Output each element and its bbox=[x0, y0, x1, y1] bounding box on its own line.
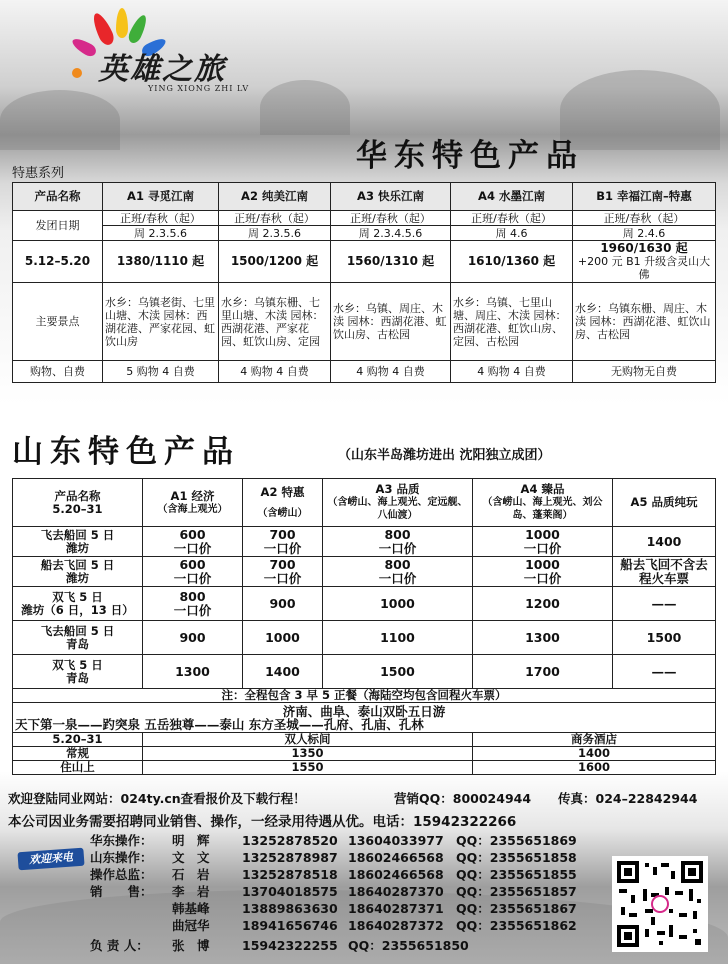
tour-banner bbox=[13, 703, 716, 733]
price-cell: 1600 bbox=[473, 761, 716, 775]
table-cell: 周 4.6 bbox=[451, 226, 573, 241]
row-label bbox=[13, 557, 143, 587]
price-cell: 1500 bbox=[613, 621, 716, 655]
palm-decoration bbox=[260, 80, 350, 135]
price-cell bbox=[243, 557, 323, 587]
staff-name: 文 文 bbox=[172, 850, 210, 865]
header-name: A2 特惠 bbox=[260, 484, 305, 499]
palm-decoration bbox=[560, 70, 720, 150]
price-note: 一口价 bbox=[378, 570, 417, 586]
table-cell: 4 购物 4 自费 bbox=[219, 361, 331, 383]
row-label bbox=[13, 527, 143, 557]
price-cell: 1000 bbox=[243, 621, 323, 655]
price-cell: 1100 bbox=[323, 621, 473, 655]
qr-code-graphic bbox=[615, 859, 705, 949]
price-cell: 1700 bbox=[473, 655, 613, 689]
price-note: 一口价 bbox=[173, 602, 212, 618]
table-header bbox=[323, 479, 473, 527]
table-cell: 正班/春秋（起） bbox=[573, 211, 716, 226]
table-header: A1 寻觅江南 bbox=[103, 183, 219, 211]
price: 1000 bbox=[525, 526, 560, 542]
table-cell: 正班/春秋（起） bbox=[103, 211, 219, 226]
staff-phone: 13889863630 bbox=[242, 901, 338, 916]
header-sub: （含崂山、海上观光、定远舰、八仙渡） bbox=[327, 497, 468, 521]
table-cell: 正班/春秋（起） bbox=[331, 211, 451, 226]
price-cell: 900 bbox=[243, 587, 323, 621]
table-row bbox=[13, 183, 716, 211]
table-row bbox=[13, 655, 716, 689]
table-header bbox=[243, 479, 323, 527]
row-label: 发团日期 bbox=[13, 211, 103, 241]
table-cell: 周 2.3.4.5.6 bbox=[331, 226, 451, 241]
logo-stroke-green bbox=[126, 13, 150, 45]
table-cell: 4 购物 4 自费 bbox=[451, 361, 573, 383]
staff-phone: 18602466568 bbox=[348, 850, 444, 865]
table-row bbox=[13, 527, 716, 557]
staff-qq: QQ：2355651862 bbox=[456, 918, 577, 933]
brand-pinyin: YING XIONG ZHI LV bbox=[148, 84, 250, 93]
staff-role: 山东操作： bbox=[90, 850, 153, 865]
price-cell bbox=[143, 557, 243, 587]
table-cell: 5 购物 4 自费 bbox=[103, 361, 219, 383]
row-label: 5.12–5.20 bbox=[13, 241, 103, 283]
staff-phone: 18640287370 bbox=[348, 884, 444, 899]
table-row bbox=[13, 283, 716, 361]
staff-row bbox=[90, 937, 478, 954]
staff-qq: QQ：2355651869 bbox=[456, 833, 577, 848]
row-city: 潍坊（6 日，13 日） bbox=[21, 602, 134, 617]
b1-price: 1960/1630 起 bbox=[600, 241, 688, 255]
staff-phone: 18602466568 bbox=[348, 867, 444, 882]
logo-stroke-yellow bbox=[116, 8, 128, 38]
staff-phone: 13704018575 bbox=[242, 884, 338, 899]
staff-row bbox=[90, 883, 577, 900]
fax-number: 传真：024–22842944 bbox=[558, 791, 698, 806]
staff-name: 石 岩 bbox=[172, 867, 210, 882]
logo-stroke-pink bbox=[70, 35, 99, 58]
spots-cell: 水乡：乌镇、七里山塘、周庄、木渎 园林：西湖花港、虹饮山房、定园、古松园 bbox=[451, 283, 573, 361]
staff-phone: 15942322255 bbox=[242, 938, 338, 953]
price-cell: 1550 bbox=[143, 761, 473, 775]
staff-role: 操作总监： bbox=[90, 867, 153, 882]
price-cell: 1300 bbox=[143, 655, 243, 689]
price: 600 bbox=[179, 526, 206, 542]
table-row bbox=[13, 241, 716, 283]
header-sub: （含崂山） bbox=[257, 507, 308, 519]
table-row bbox=[13, 703, 716, 733]
price-cell bbox=[143, 587, 243, 621]
staff-qq: QQ：2355651867 bbox=[456, 901, 577, 916]
table-header bbox=[13, 479, 143, 527]
price: 700 bbox=[269, 556, 296, 572]
table-row bbox=[13, 211, 716, 226]
website-line: 欢迎登陆同业网站：024ty.cn查看报价及下载行程！ bbox=[8, 791, 306, 806]
shandong-title: 山东特色产品 bbox=[12, 434, 240, 470]
table-cell: 4 购物 4 自费 bbox=[331, 361, 451, 383]
price-cell: 1400 bbox=[473, 747, 716, 761]
price: 800 bbox=[384, 526, 411, 542]
price-cell: 1380/1110 起 bbox=[103, 241, 219, 283]
table-cell: 周 2.4.6 bbox=[573, 226, 716, 241]
meal-note: 注：全程包含 3 早 5 正餐（海陆空均包含回程火车票） bbox=[13, 689, 716, 703]
table-row bbox=[13, 747, 716, 761]
price-cell bbox=[143, 527, 243, 557]
row-label: 常规 bbox=[13, 747, 143, 761]
price-cell: 900 bbox=[143, 621, 243, 655]
header-sub: （含崂山、海上观光、刘公岛、蓬莱阁） bbox=[482, 497, 603, 521]
row-city: 青岛 bbox=[66, 670, 89, 685]
row-label: 购物、自费 bbox=[13, 361, 103, 383]
row-route: 双飞 5 日 bbox=[52, 657, 103, 672]
spots-cell: 水乡：乌镇东栅、七里山塘、木渎 园林：西湖花港、严家花园、虹饮山房、定园 bbox=[219, 283, 331, 361]
price-note: 一口价 bbox=[523, 540, 562, 556]
staff-phone: 13252878520 bbox=[242, 833, 338, 848]
staff-row bbox=[90, 866, 577, 883]
price-cell bbox=[473, 527, 613, 557]
table-cell: 正班/春秋（起） bbox=[219, 211, 331, 226]
staff-phone: 13604033977 bbox=[348, 833, 444, 848]
price-cell: 船去飞回不含去程火车票 bbox=[613, 557, 716, 587]
header-sub: 5.20–31 bbox=[52, 501, 103, 516]
price-cell: 1560/1310 起 bbox=[331, 241, 451, 283]
row-label bbox=[13, 655, 143, 689]
price-cell: 1300 bbox=[473, 621, 613, 655]
shandong-note: （山东半岛潍坊进出 沈阳独立成团） bbox=[338, 448, 551, 463]
price: 1000 bbox=[525, 556, 560, 572]
logo-dot-orange bbox=[72, 68, 82, 78]
staff-role: 负 责 人： bbox=[90, 938, 149, 953]
price-cell bbox=[323, 557, 473, 587]
price-note: 一口价 bbox=[263, 540, 302, 556]
staff-name: 张 博 bbox=[172, 938, 210, 953]
price-cell: 1500 bbox=[323, 655, 473, 689]
staff-qq: QQ：2355651858 bbox=[456, 850, 577, 865]
table-header: A3 快乐江南 bbox=[331, 183, 451, 211]
staff-phone: 18941656746 bbox=[242, 918, 338, 933]
header-name: 产品名称 bbox=[54, 488, 101, 503]
header-name: A5 品质纯玩 bbox=[630, 495, 698, 509]
price-cell: 1200 bbox=[473, 587, 613, 621]
table-header bbox=[473, 479, 613, 527]
row-city: 青岛 bbox=[66, 636, 89, 651]
row-label: 住山上 bbox=[13, 761, 143, 775]
table-row bbox=[13, 733, 716, 747]
series-label: 特惠系列 bbox=[12, 166, 65, 181]
table-row bbox=[13, 621, 716, 655]
table-cell: 周 2.3.5.6 bbox=[219, 226, 331, 241]
row-route: 飞去船回 5 日 bbox=[40, 527, 115, 542]
table-row bbox=[13, 361, 716, 383]
table-header: 5.20–31 bbox=[13, 733, 143, 747]
price: 800 bbox=[179, 588, 206, 604]
spots-cell: 水乡：乌镇、周庄、木渎 园林：西湖花港、虹饮山房、古松园 bbox=[331, 283, 451, 361]
staff-role: 华东操作： bbox=[90, 833, 153, 848]
staff-phone: 13252878518 bbox=[242, 867, 338, 882]
tour-subtitle: 天下第一泉——趵突泉 五岳独尊——泰山 东方圣城——孔府、孔庙、孔林 bbox=[15, 716, 424, 732]
price-cell: —— bbox=[613, 655, 716, 689]
table-header bbox=[143, 479, 243, 527]
header-name: A1 经济 bbox=[170, 488, 215, 503]
price-cell bbox=[573, 241, 716, 283]
price-note: 一口价 bbox=[173, 570, 212, 586]
row-label bbox=[13, 587, 143, 621]
price-note: 一口价 bbox=[263, 570, 302, 586]
table-row bbox=[13, 587, 716, 621]
staff-row bbox=[90, 917, 577, 934]
recruit-line: 本公司因业务需要招聘同业销售、操作，一经录用待遇从优。电话：15942322266 bbox=[8, 814, 517, 830]
staff-role: 销 售： bbox=[90, 884, 153, 899]
staff-row bbox=[90, 900, 577, 917]
row-route: 飞去船回 5 日 bbox=[40, 623, 115, 638]
table-row bbox=[13, 226, 716, 241]
price: 600 bbox=[179, 556, 206, 572]
logo-stroke-red bbox=[89, 11, 116, 48]
staff-name: 曲冠华 bbox=[172, 918, 210, 933]
price-cell: 1500/1200 起 bbox=[219, 241, 331, 283]
staff-qq: QQ：2355651857 bbox=[456, 884, 577, 899]
brand-name: 英雄之旅 bbox=[98, 52, 226, 87]
row-route: 船去飞回 5 日 bbox=[40, 557, 115, 572]
row-city: 潍坊 bbox=[66, 570, 89, 585]
tour-title: 济南、曲阜、泰山双卧五日游 bbox=[282, 703, 446, 719]
header-name: A4 臻品 bbox=[520, 482, 565, 496]
east-product-table bbox=[12, 182, 716, 383]
price-cell bbox=[473, 557, 613, 587]
price-cell: 1610/1360 起 bbox=[451, 241, 573, 283]
spots-cell: 水乡：乌镇老街、七里山塘、木渎 园林：西湖花港、严家花园、虹饮山房 bbox=[103, 283, 219, 361]
table-cell: 正班/春秋（起） bbox=[451, 211, 573, 226]
row-label bbox=[13, 621, 143, 655]
table-row bbox=[13, 479, 716, 527]
price-cell: 1350 bbox=[143, 747, 473, 761]
spots-cell: 水乡：乌镇东栅、周庄、木渎 园林：西湖花港、虹饮山房、古松园 bbox=[573, 283, 716, 361]
table-header: 双人标间 bbox=[143, 733, 473, 747]
staff-name: 明 辉 bbox=[172, 833, 210, 848]
price-cell: 1400 bbox=[613, 527, 716, 557]
price-note: 一口价 bbox=[173, 540, 212, 556]
header-name: A3 品质 bbox=[375, 482, 420, 496]
price-note: 一口价 bbox=[378, 540, 417, 556]
east-title: 华东特色产品 bbox=[356, 138, 584, 174]
qr-code[interactable] bbox=[612, 856, 708, 952]
price-cell bbox=[243, 527, 323, 557]
staff-phone: 18640287372 bbox=[348, 918, 444, 933]
b1-extra: +200 元 B1 升级含灵山大佛 bbox=[577, 255, 711, 281]
price-cell: 1000 bbox=[323, 587, 473, 621]
staff-qq: QQ：2355651855 bbox=[456, 867, 577, 882]
price-note: 一口价 bbox=[523, 570, 562, 586]
staff-name: 韩基峰 bbox=[172, 901, 210, 916]
table-header: B1 幸福江南–特惠 bbox=[573, 183, 716, 211]
staff-qq: QQ：2355651850 bbox=[348, 938, 469, 953]
table-header: A2 纯美江南 bbox=[219, 183, 331, 211]
staff-row bbox=[90, 832, 577, 849]
welcome-badge: 欢迎来电 bbox=[17, 848, 84, 871]
table-header: A4 水墨江南 bbox=[451, 183, 573, 211]
price: 700 bbox=[269, 526, 296, 542]
table-row bbox=[13, 761, 716, 775]
table-cell: 无购物无自费 bbox=[573, 361, 716, 383]
staff-phone: 13252878987 bbox=[242, 850, 338, 865]
table-header: 商务酒店 bbox=[473, 733, 716, 747]
table-cell: 周 2.3.5.6 bbox=[103, 226, 219, 241]
table-header: 产品名称 bbox=[13, 183, 103, 211]
table-header bbox=[613, 479, 716, 527]
shandong-product-table bbox=[12, 478, 716, 775]
row-label: 主要景点 bbox=[13, 283, 103, 361]
price: 800 bbox=[384, 556, 411, 572]
marketing-qq: 营销QQ：800024944 bbox=[394, 791, 532, 806]
header-sub: （含海上观光） bbox=[157, 503, 228, 515]
price-cell: 1400 bbox=[243, 655, 323, 689]
staff-phone: 18640287371 bbox=[348, 901, 444, 916]
staff-name: 李 岩 bbox=[172, 884, 210, 899]
row-route: 双飞 5 日 bbox=[52, 589, 103, 604]
row-city: 潍坊 bbox=[66, 540, 89, 555]
table-row bbox=[13, 689, 716, 703]
table-row bbox=[13, 557, 716, 587]
staff-row bbox=[90, 849, 577, 866]
price-cell: —— bbox=[613, 587, 716, 621]
price-cell bbox=[323, 527, 473, 557]
